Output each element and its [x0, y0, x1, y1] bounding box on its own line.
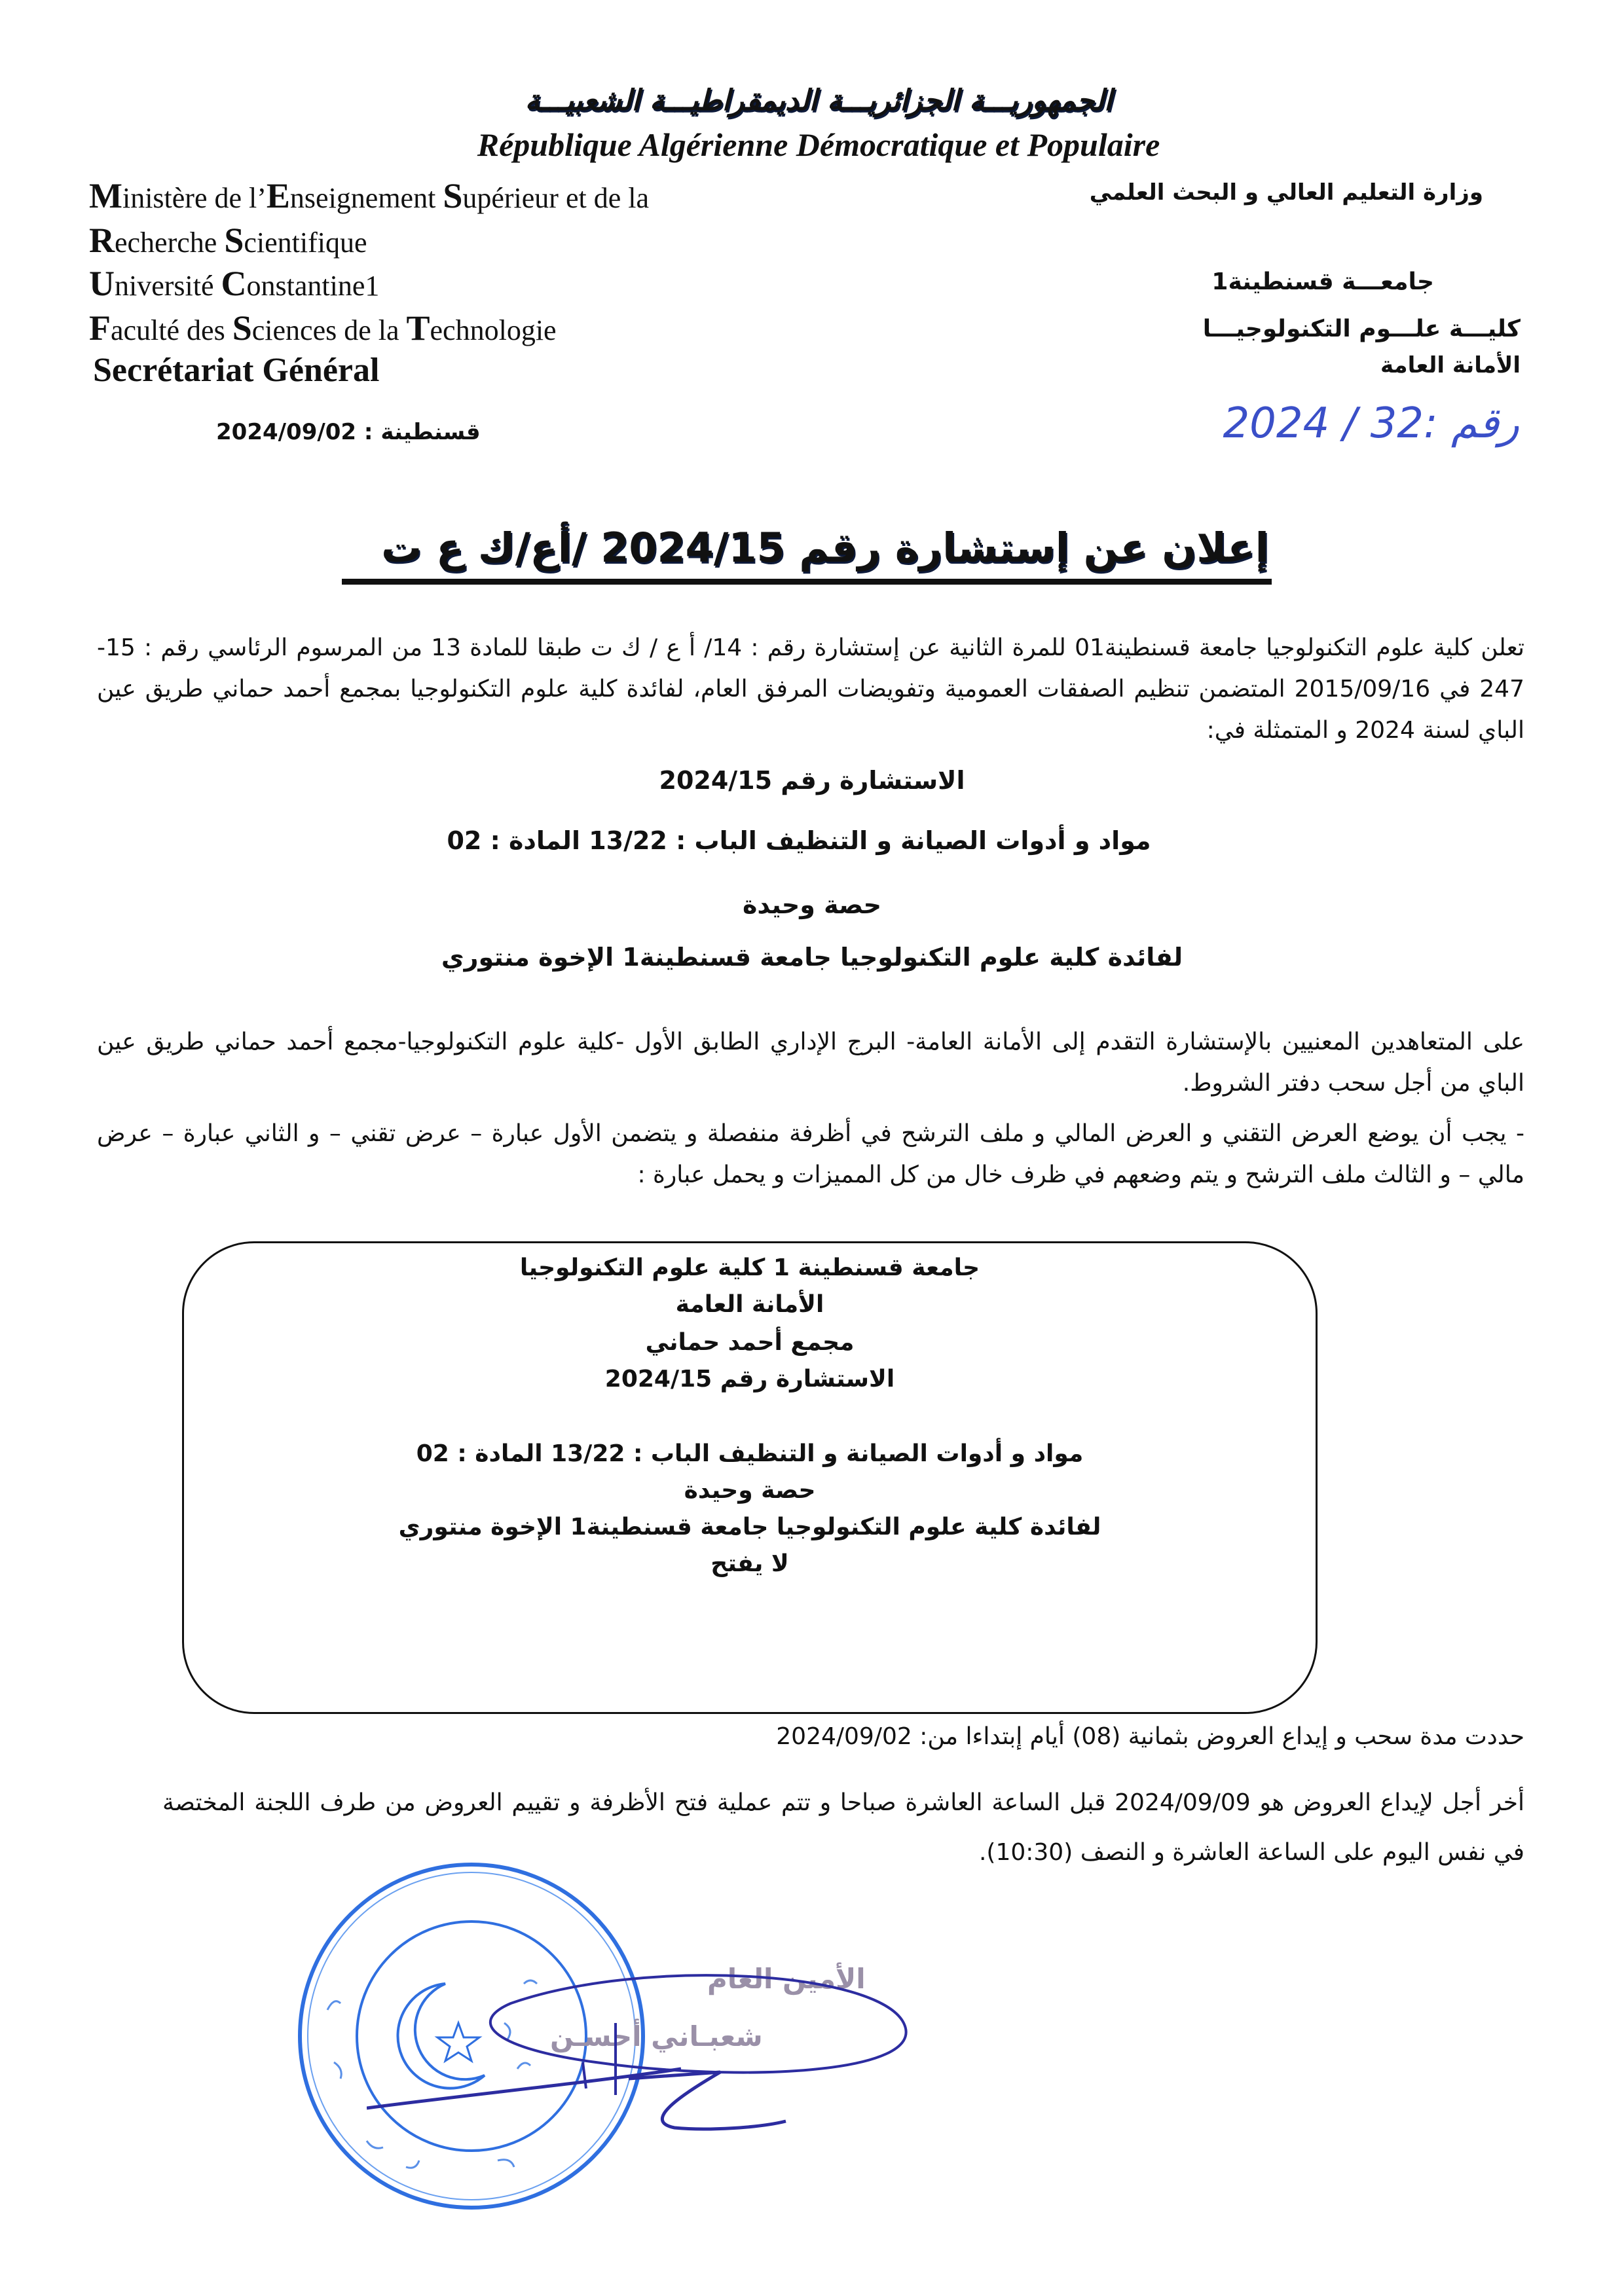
faculty-name-arabic: كليـــة علـــوم التكنولوجيـــا [1202, 316, 1521, 342]
title-underline [342, 579, 1272, 585]
deposit-period: حددت مدة سحب و إيداع العروض بثمانية (08) أيام إبتداءا من: 2024/09/02 [776, 1723, 1524, 1750]
text: echerche [115, 227, 225, 259]
intro-paragraph: تعلن كلية علوم التكنولوجيا جامعة قسنطينة01 للمرة الثانية عن إستشارة رقم : 14/ أ ع / ك ت طبقا للمادة 13 من المرسوم الرئاسي رقم : 15-247 في 2015/09/16 المتضمن تنظيم الصفقات العمومية وتفويضات المرفق العام، لفائدة كلية علوم التكنولوجيا بمجمع أحمد حماني طريق عين الباي لسنة 2024 و المتمثلة في: [97, 634, 1525, 744]
consultation-item: مواد و أدوات الصيانة و التنظيف الباب : 13/22 المادة : 02 [447, 826, 1151, 855]
text: ciences de la [251, 314, 407, 346]
text: echnologie [430, 314, 557, 346]
envelope-line: مجمع أحمد حماني [645, 1329, 855, 1356]
consultation-lot: حصة وحيدة [742, 890, 881, 919]
initial: S [224, 221, 244, 260]
university-name-arabic: جامعـــة قسنطينة1 [1211, 268, 1434, 295]
envelope-line: لفائدة كلية علوم التكنولوجيا جامعة قسنطينة1 الإخوة منتوري [398, 1514, 1101, 1540]
initial: T [406, 308, 430, 348]
republic-name-french: République Algérienne Démocratique et Populaire [477, 126, 1160, 163]
announcement-title: إعلان عن إستشارة رقم 2024/15 /أ‌ع/ك ع ت [381, 524, 1269, 572]
signature-loop [490, 1975, 906, 2072]
signatory-name: شعبـاني أحسـن [550, 2020, 763, 2052]
initial: F [89, 308, 111, 348]
deadline-paragraph: أخر أجل لإيداع العروض هو 2024/09/09 قبل الساعة العاشرة صباحا و تتم عملية فتح الأظرفة و تقييم العروض من طرف اللجنة المختصة في نفس اليوم على الساعة العاشرة و النصف (10:30). [162, 1789, 1524, 1866]
signature-stroke-vertical [583, 2023, 616, 2095]
secretariat-french: Secrétariat Général [93, 352, 380, 389]
envelope-line: لا يفتح [710, 1550, 789, 1577]
date-line: قسنطينة : 2024/09/02 [216, 419, 481, 445]
envelope-instructions-paragraph: - يجب أن يوضع العرض التقني و العرض المالي و ملف الترشح في أظرفة منفصلة و يتضمن الأول عبارة – عرض تقني – و الثاني عبارة – عرض مالي – و الثالث ملف الترشح و يتم وضعهم في ظرف خال من كل المميزات و يحمل عبارة : [97, 1120, 1524, 1188]
envelope-line: حصة وحيدة [684, 1477, 816, 1504]
faculty-name-french [89, 310, 557, 346]
envelope-line: الأمانة العامة [675, 1291, 824, 1318]
ministry-name-french [89, 178, 649, 213]
envelope-line: جامعة قسنطينة 1 كلية علوم التكنولوجيا [519, 1254, 980, 1281]
signatory-title: الأمين العام [707, 1963, 866, 1995]
envelope-line: الاستشارة رقم 2024/15 [604, 1366, 895, 1393]
instructions-paragraph: على المتعاهدين المعنيين بالإستشارة التقدم إلى الأمانة العامة- البرج الإداري الطابق الأول -كلية علوم التكنولوجيا-مجمع أحمد حماني طريق عين الباي من أجل سحب دفتر الشروط. [97, 1029, 1524, 1097]
university-name-french [89, 266, 379, 301]
initial: S [232, 308, 252, 348]
handwritten-reference-number: 2024 / 32: رقم [1223, 399, 1519, 448]
handwritten-signature-icon [367, 1964, 969, 2134]
consultation-beneficiary: لفائدة كلية علوم التكنولوجيا جامعة قسنطينة1 الإخوة منتوري [441, 943, 1183, 972]
text: inistère de l’ [122, 182, 267, 214]
text: aculté des [111, 314, 232, 346]
text: niversité [115, 270, 221, 302]
secretariat-arabic: الأمانة العامة [1380, 352, 1521, 378]
envelope-line: مواد و أدوات الصيانة و التنظيف الباب : 13/22 المادة : 02 [416, 1440, 1084, 1467]
initial: R [89, 221, 115, 260]
text: onstantine1 [246, 270, 380, 302]
initial: M [89, 176, 122, 215]
ministry-name-french-cont [89, 223, 367, 258]
text: cientifique [244, 227, 367, 259]
republic-name-arabic: الجمهوريـــة الجزائريـــة الديمقراطيـــة الشعبيـــة [525, 84, 1113, 117]
text: nseignement [289, 182, 443, 214]
initial: U [89, 264, 115, 303]
initial: E [266, 176, 290, 215]
initial: S [443, 176, 463, 215]
signature-stroke [367, 2069, 786, 2129]
initial: C [221, 264, 247, 303]
text: upérieur et de la [462, 182, 649, 214]
consultation-number: الاستشارة رقم 2024/15 [659, 766, 965, 795]
ministry-name-arabic: وزارة التعليم العالي و البحث العلمي [1089, 179, 1483, 206]
